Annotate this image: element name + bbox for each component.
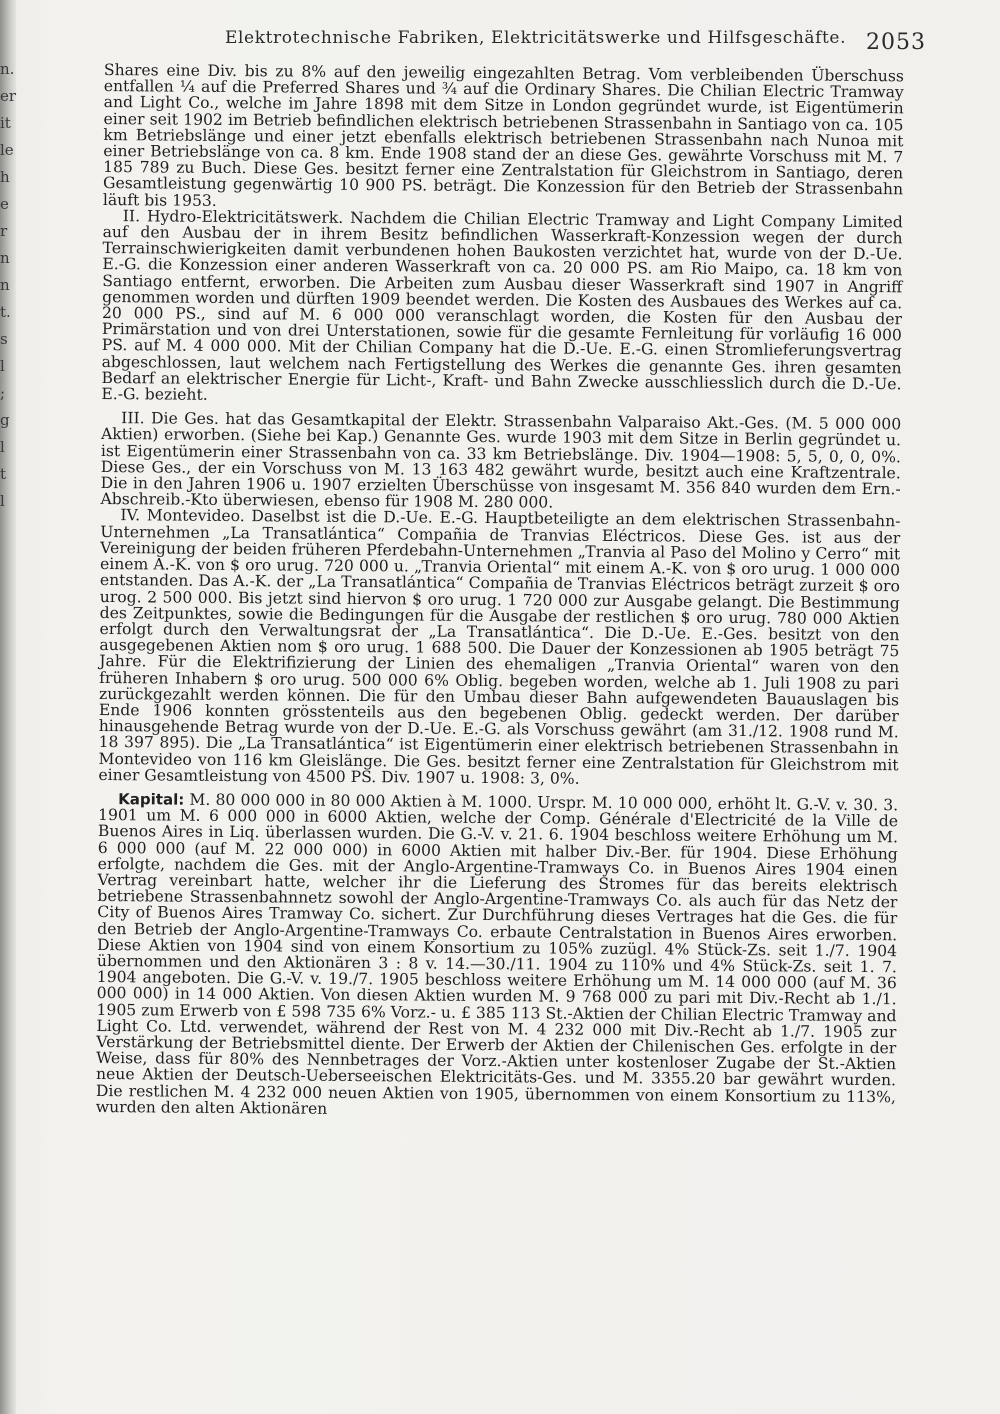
margin-fragment: n: [0, 249, 10, 267]
running-header: Elektrotechnische Fabriken, Elektricitätswerke und Hilfsgeschäfte.: [225, 28, 847, 48]
margin-fragment: n: [0, 276, 10, 294]
margin-fragment: n.: [0, 60, 15, 78]
paragraph-section-3: III. Die Ges. hat das Gesamtkapital der Elektr. Strassenbahn Valparaiso Akt.-Ges. (M. 5 000 000 Aktien) erworben. (Siehe bei Kap.) Genannte Ges. wurde 1903 mit dem Sitze in Berlin gegründet u. ist Eigentümerin einer Strassenbahn von ca. 33 km Betriebslänge. Div. 1904—1908: 5, 5, 0, 0, 0%. Diese Ges., der ein Vorschuss von M. 13 163 482 gewährt wurde, besitzt auch eine Kraftzentrale. Die in den Jahren 1906 u. 1907 erzielten Überschüsse von insgesamt M. 356 840 wurden dem Ern.-Abschreib.-Kto überwiesen, ebenso für 1908 M. 280 000.: [100, 409, 902, 512]
paragraph-intro: Shares eine Div. bis zu 8% auf den jeweilig eingezahlten Betrag. Vom verbleibenden Überschuss entfallen ¼ auf die Preferred Shares und ¾ auf die Ordinary Shares. Die Chilian Electric Tramway and Light Co., welche im Jahre 1898 mit dem Sitze in London gegründet wurde, ist Eigentümerin einer seit 1902 im Betrieb befindlichen elektrisch betriebenen Strassenbahn in Santiago von ca. 105 km Betriebslänge und einer jetzt ebenfalls elektrisch betriebenen Strassenbahn nach Nunoa mit einer Betriebslänge von ca. 8 km. Ende 1908 stand der an diese Ges. gewährte Vorschuss mit M. 7 185 789 zu Buch. Diese Ges. besitzt ferner eine Zentralstation für Gleichstrom in Santiago, deren Gesamtleistung gegenwärtig 10 900 PS. beträgt. Die Konzession für den Betrieb der Strassenbahn läuft bis 1953.: [102, 61, 904, 210]
margin-fragment: h: [0, 168, 10, 186]
page-number: 2053: [866, 30, 926, 55]
margin-fragment: er: [0, 87, 17, 105]
margin-fragment: s: [0, 330, 8, 348]
margin-fragment: t: [0, 465, 7, 483]
margin-fragment: l: [0, 357, 5, 375]
margin-fragment: t.: [0, 303, 11, 321]
margin-fragment: r: [0, 222, 8, 240]
article-body: [96, 62, 904, 1121]
margin-fragment: g: [0, 411, 10, 429]
paragraph-kapital: [96, 791, 899, 1121]
margin-fragment: it: [0, 114, 11, 132]
kapital-text: M. 80 000 000 in 80 000 Aktien à M. 1000. Urspr. M. 10 000 000, erhöht lt. G.-V. v. 30. 3. 1901 um M. 6 000 000 in 6000 Aktien, welche der Comp. Générale d'Electricité de la Ville de Buenos Aires in Liq. überlassen wurden. Die G.-V. v. 21. 6. 1904 beschloss weitere Erhöhung um M. 6 000 000 (auf M. 22 000 000) in 6000 Aktien mit halber Div.-Ber. für 1904. Diese Erhöhung erfolgte, nachdem die Ges. mit der Anglo-Argentine-Tramways Co. in Buenos Aires 1904 einen Vertrag vereinbart hatte, welcher ihr die Lieferung des Stromes für das bereits elektrisch betriebene Strassenbahnnetz sowohl der Anglo-Argentine-Tramways Co. als auch für das Netz der City of Buenos Aires Tramway Co. sichert. Zur Durchführung dieses Vertrages hat die Ges. die für den Betrieb der Anglo-Argentine-Tramways Co. erbaute Centralstation in Buenos Aires erworben. Diese Aktien von 1904 sind von einem Konsortium zu 105% zuzügl. 4% Stück-Zs. seit 1./7. 1904 übernommen und den Aktionären 3 : 8 v. 14.—30./11. 1904 zu 110% und 4% Stück-Zs. seit 1. 7. 1904 angeboten. Die G.-V. v. 19./7. 1905 beschloss weitere Erhöhung um M. 14 000 000 (auf M. 36 000 000) in 14 000 Aktien. Von diesen Aktien wurden M. 9 768 000 zu pari mit Div.-Recht ab 1./1. 1905 zum Erwerb von £ 598 735 6% Vorz.- u. £ 385 113 St.-Aktien der Chilian Electric Tramway and Light Co. Ltd. verwendet, während der Rest von M. 4 232 000 mit Div.-Recht ab 1./7. 1905 zur Verstärkung der Betriebsmittel diente. Der Erwerb der Aktien der Chilenischen Ges. erfolgte in der Weise, dass für 80% des Nennbetrages der Vorz.-Aktien unter kostenloser Zugabe der St.-Aktien neue Aktien der Deutsch-Ueberseeischen Elektricitäts-Ges. und M. 3355.20 bar gewährt wurden. Die restlichen M. 4 232 000 neuen Aktien von 1905, übernommen von einem Konsortium zu 113%, wurden den alten Aktionären: [95, 790, 899, 1118]
paragraph-section-4: IV. Montevideo. Daselbst ist die D.-Ue. E.-G. Hauptbeteiligte an dem elektrischen Strassenbahn-Unternehmen „La Transatlántica“ Compañia de Tranvias Eléctricos. Diese Ges. ist aus der Vereinigung der beiden früheren Pferdebahn-Unternehmen „Tranvia al Paso del Molino y Cerro“ mit einem A.-K. von $ oro urug. 720 000 u. „Tranvia Oriental“ mit einem A.-K. von $ oro urug. 1 000 000 entstanden. Das A.-K. der „La Transatlántica“ Compañia de Tranvias Eléctricos beträgt zurzeit $ oro urog. 2 500 000. Bis jetzt sind hiervon $ oro urug. 1 720 000 zur Ausgabe gelangt. Die Bestimmung des Zeitpunktes, sowie die Bedingungen für die Ausgabe der restlichen $ oro urug. 780 000 Aktien erfolgt durch den Verwaltungsrat der „La Transatlántica“. Die D.-Ue. E.-Ges. besitzt von den ausgegebenen Aktien nom $ oro urug. 1 688 500. Die Dauer der Konzessionen ab 1905 beträgt 75 Jahre. Für die Elektrifizierung der Linien des ehemaligen „Tranvia Oriental“ waren von den früheren Inhabern $ oro urug. 500 000 6% Oblig. begeben worden, welche ab 1. Juli 1908 zu pari zurückgezahlt werden können. Die für den Umbau dieser Bahn aufgewendeten Bauauslagen bis Ende 1906 konnten grösstenteils aus den begebenen Oblig. gedeckt werden. Der darüber hinausgehende Betrag wurde von der D.-Ue. E.-G. als Vorschuss gewährt (am 31./12. 1908 rund M. 18 397 895). Die „La Transatlántica“ ist Eigentümerin einer elektrisch betriebenen Strassenbahn in Montevideo von 116 km Gleislänge. Die Ges. besitzt ferner eine Zentralstation für Gleichstrom mit einer Gesamtleistung von 4500 PS. Div. 1907 u. 1908: 3, 0%.: [98, 506, 901, 788]
facing-page-margin-fragments: [0, 56, 20, 515]
paragraph-section-2: II. Hydro-Elektricitätswerk. Nachdem die Chilian Electric Tramway and Light Company Limited auf den Ausbau der in ihrem Besitz befindlichen Wasserkraft-Konzession wegen der durch Terrainschwierigkeiten damit verbundenen hohen Baukosten verzichtet hat, wurde von der D.-Ue. E.-G. die Konzession einer anderen Wasserkraft von ca. 20 000 PS. am Rio Maipo, ca. 18 km von Santiago entfernt, erworben. Die Arbeiten zum Ausbau dieser Wasserkraft sind 1907 in Angriff genommen worden und dürften 1909 beendet werden. Die Kosten des Ausbaues des Werkes auf ca. 20 000 PS., sind auf M. 6 000 000 veranschlagt worden, die Kosten für den Ausbau der Primärstation und von drei Unterstationen, sowie für die gesamte Fernleitung für vorläufig 16 000 PS. auf M. 4 000 000. Mit der Chilian Company hat die D.-Ue. E.-G. einen Stromlieferungsvertrag abgeschlossen, laut welchem nach Fertigstellung des Werkes die genannte Ges. ihren gesamten Bedarf an elektrischer Energie für Licht-, Kraft- und Bahn Zwecke ausschliesslich durch die D.-Ue. E.-G. bezieht.: [101, 206, 903, 404]
margin-fragment: le: [0, 141, 14, 159]
margin-fragment: ;: [0, 384, 6, 402]
kapital-label: Kapital:: [118, 790, 185, 809]
margin-fragment: l: [0, 438, 5, 456]
margin-fragment: e: [0, 195, 9, 213]
margin-fragment: l: [0, 492, 5, 510]
